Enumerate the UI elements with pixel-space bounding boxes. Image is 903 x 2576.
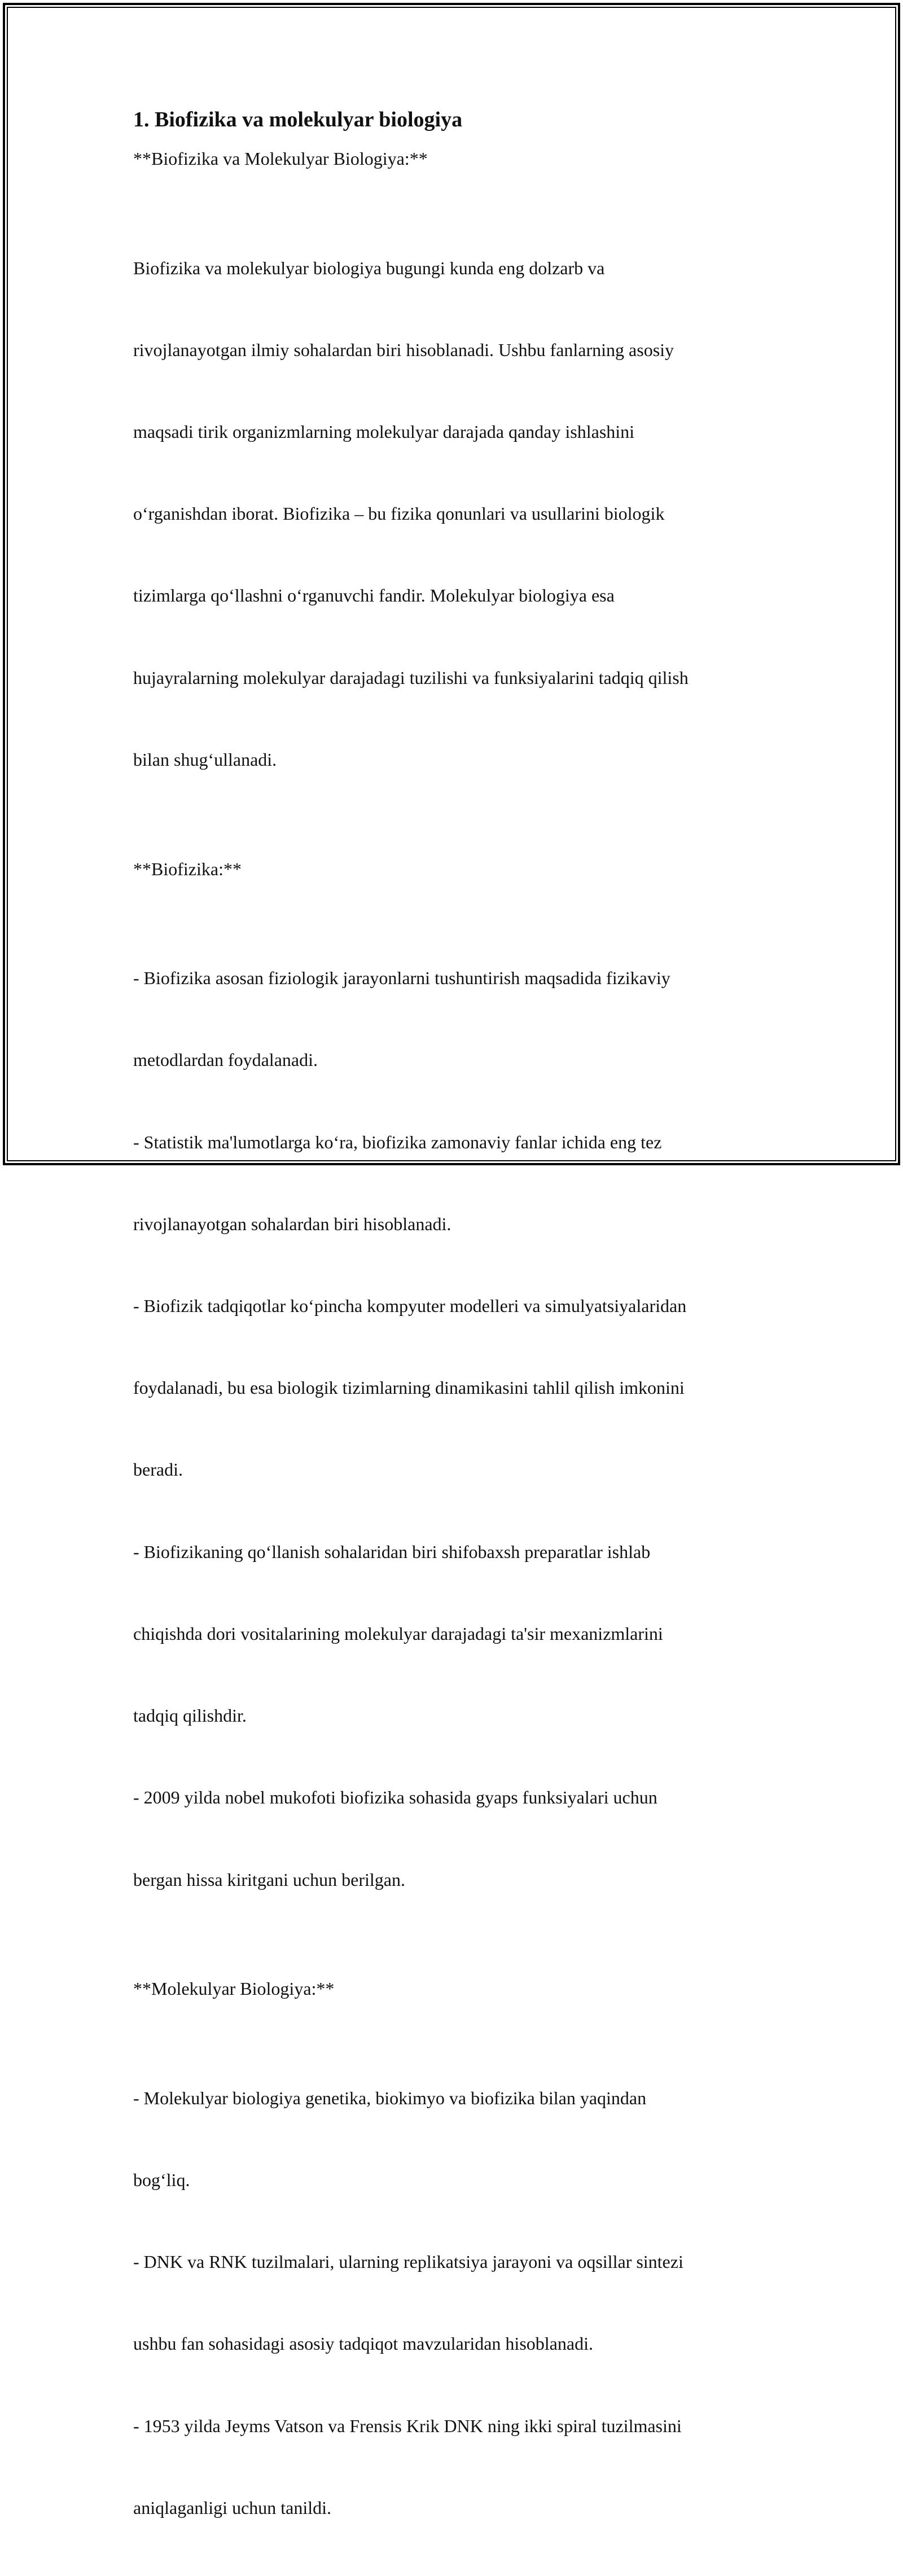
biofizika-line: bergan hissa kiritgani uchun berilgan.	[133, 1869, 405, 1890]
biofizika-line: foydalanadi, bu esa biologik tizimlarning dinamikasini tahlil qilish imkonini	[133, 1377, 685, 1398]
intro-line: rivojlanayotgan ilmiy sohalardan biri hisoblanadi. Ushbu fanlarning asosiy	[133, 339, 674, 360]
molekulyar-line: - 1953 yilda Jeyms Vatson va Frensis Krik DNK ning ikki spiral tuzilmasini	[133, 2415, 682, 2436]
paragraph-gap	[133, 172, 782, 199]
biofizika-line: - Biofizikaning qo‘llanish sohalaridan biri shifobaxsh preparatlar ishlab	[133, 1541, 651, 1562]
intro-line: o‘rganishdan iborat. Biofizika – bu fizika qonunlari va usullarini biologik	[133, 503, 665, 524]
main-heading: **Biofizika va Molekulyar Biologiya:**	[133, 148, 428, 169]
intro-line: maqsadi tirik organizmlarning molekulyar darajada qanday ishlashini	[133, 422, 635, 442]
intro-paragraph	[133, 200, 782, 828]
document-body	[133, 104, 782, 2576]
molekulyar-line: bog‘liq.	[133, 2169, 190, 2190]
paragraph-gap	[133, 1948, 782, 1975]
intro-line: tizimlarga qo‘llashni o‘rganuvchi fandir. Molekulyar biologiya esa	[133, 585, 615, 606]
paragraph-gap	[133, 2003, 782, 2030]
intro-line: bilan shug‘ullanadi.	[133, 749, 277, 770]
molekulyar-list	[133, 2030, 782, 2576]
intro-line: Biofizika va molekulyar biologiya bugungi kunda eng dolzarb va	[133, 257, 605, 278]
biofizika-line: - Statistik ma'lumotlarga ko‘ra, biofizika zamonaviy fanlar ichida eng tez	[133, 1131, 662, 1152]
molekulyar-line: - Molekulyar biologiya genetika, biokimyo va biofizika bilan yaqindan	[133, 2087, 647, 2108]
paragraph-gap	[133, 883, 782, 910]
document-title: 1. Biofizika va molekulyar biologiya	[133, 108, 463, 131]
biofizika-line: beradi.	[133, 1459, 183, 1480]
molekulyar-line: aniqlaganligi uchun tanildi.	[133, 2497, 332, 2518]
biofizika-line: chiqishda dori vositalarining molekulyar darajadagi ta'sir mexanizmlarini	[133, 1623, 663, 1644]
biofizika-heading: **Biofizika:**	[133, 858, 242, 879]
biofizika-line: rivojlanayotgan sohalardan biri hisoblanadi.	[133, 1213, 451, 1234]
biofizika-line: - Biofizika asosan fiziologik jarayonlarni tushuntirish maqsadida fizikaviy	[133, 968, 670, 989]
biofizika-list	[133, 910, 782, 1947]
intro-line: hujayralarning molekulyar darajadagi tuzilishi va funksiyalarini tadqiq qilish	[133, 667, 689, 688]
biofizika-line: tadqiq qilishdir.	[133, 1705, 247, 1726]
molekulyar-heading: **Molekulyar Biologiya:**	[133, 1978, 335, 1999]
biofizika-line: - 2009 yilda nobel mukofoti biofizika sohasida gyaps funksiyalari uchun	[133, 1787, 657, 1808]
biofizika-line: - Biofizik tadqiqotlar ko‘pincha kompyuter modelleri va simulyatsiyalaridan	[133, 1296, 687, 1316]
paragraph-gap	[133, 828, 782, 855]
molekulyar-line: ushbu fan sohasidagi asosiy tadqiqot mavzularidan hisoblanadi.	[133, 2333, 593, 2354]
molekulyar-line: - DNK va RNK tuzilmalari, ularning replikatsiya jarayoni va oqsillar sintezi	[133, 2252, 683, 2272]
biofizika-line: metodlardan foydalanadi.	[133, 1050, 318, 1070]
